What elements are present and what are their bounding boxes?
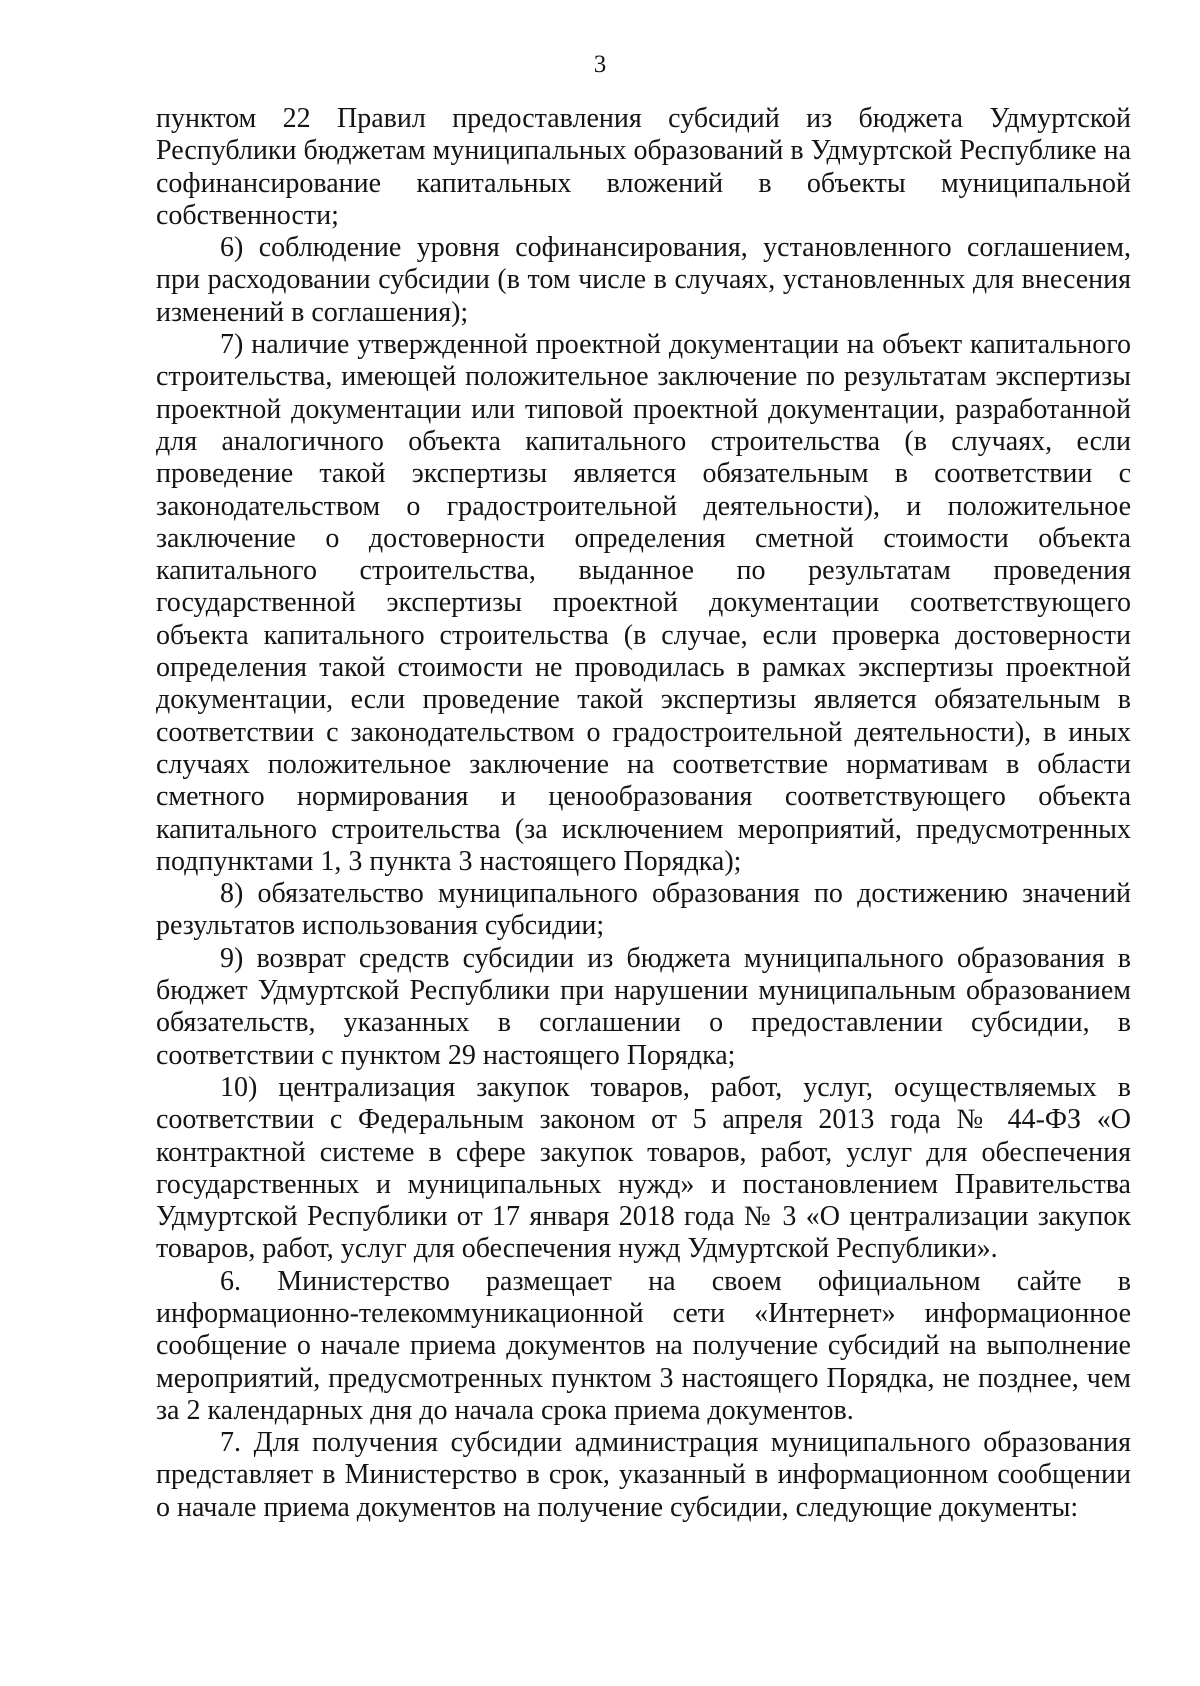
page-number: 3 [593, 51, 607, 78]
paragraph-item-10: 10) централизация закупок товаров, работ, услуг, осуществляемых в соответствии с Федеральным законом от 5 апреля 2013 года № 44-ФЗ «О контрактной системе в сфере закупок товаров, работ, услуг для обеспечения государственных и муниципальных нужд» и постановлением Правительства Удмуртской Республики от 17 января 2018 года № 3 «О централизации закупок товаров, работ, услуг для обеспечения нужд Удмуртской Республики». [156, 1071, 1131, 1265]
document-body [156, 103, 1131, 1524]
paragraph-clause-7: 7. Для получения субсидии администрация муниципального образования представляет в Министерство в срок, указанный в информационном сообщении о начале приема документов на получение субсидии, следующие документы: [156, 1427, 1131, 1523]
paragraph-item-6: 6) соблюдение уровня софинансирования, установленного соглашением, при расходовании субсидии (в том числе в случаях, установленных для внесения изменений в соглашения); [156, 232, 1131, 328]
paragraph-continuation: пунктом 22 Правил предоставления субсидий из бюджета Удмуртской Республики бюджетам муниципальных образований в Удмуртской Республике на софинансирование капитальных вложений в объекты муниципальной собственности; [156, 103, 1131, 231]
paragraph-item-7: 7) наличие утвержденной проектной документации на объект капитального строительства, имеющей положительное заключение по результатам экспертизы проектной документации или типовой проектной документации, разработанной для аналогичного объекта капитального строительства (в случаях, если проведение такой экспертизы является обязательным в соответствии с законодательством о градостроительной деятельности), и положительное заключение о достоверности определения сметной стоимости объекта капитального строительства, выданное по результатам проведения государственной экспертизы проектной документации соответствующего объекта капитального строительства (в случае, если проверка достоверности определения такой стоимости не проводилась в рамках экспертизы проектной документации, если проведение такой экспертизы является обязательным в соответствии с законодательством о градостроительной деятельности), в иных случаях положительное заключение на соответствие нормативам в области сметного нормирования и ценообразования соответствующего объекта капитального строительства (за исключением мероприятий, предусмотренных подпунктами 1, 3 пункта 3 настоящего Порядка); [156, 329, 1131, 877]
paragraph-item-8: 8) обязательство муниципального образования по достижению значений результатов использования субсидии; [156, 878, 1131, 942]
paragraph-item-9: 9) возврат средств субсидии из бюджета муниципального образования в бюджет Удмуртской Республики при нарушении муниципальным образованием обязательств, указанных в соглашении о предоставлении субсидии, в соответствии с пунктом 29 настоящего Порядка; [156, 942, 1131, 1071]
paragraph-clause-6: 6. Министерство размещает на своем официальном сайте в информационно-телекоммуникационной сети «Интернет» информационное сообщение о начале приема документов на получение субсидий на выполнение мероприятий, предусмотренных пунктом 3 настоящего Порядка, не позднее, чем за 2 календарных дня до начала срока приема документов. [156, 1265, 1131, 1426]
